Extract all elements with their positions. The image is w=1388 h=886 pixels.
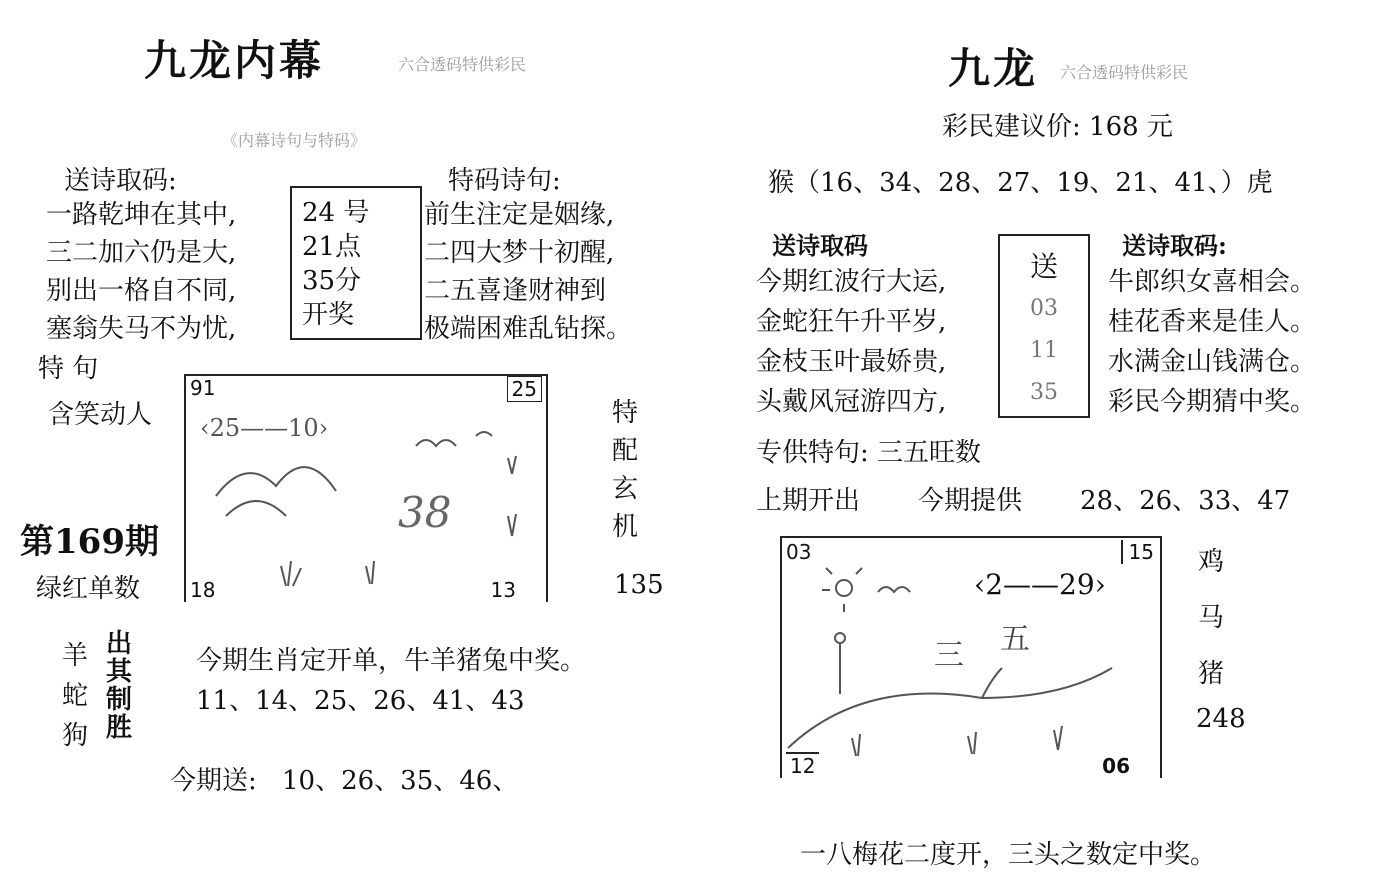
- right-provided-numbers: 28、26、33、47: [1080, 486, 1291, 516]
- left-poem2-line: 前生注定是姻缘,: [424, 200, 615, 230]
- left-phrase-col: [106, 630, 132, 742]
- right-side-char: 马: [1198, 603, 1225, 633]
- sketch-corner-top-right: 15: [1121, 540, 1160, 564]
- left-phrase-char: 出: [106, 629, 133, 659]
- left-title: 九龙内幕: [144, 36, 325, 85]
- left-te-ju-value: 含笑动人: [48, 400, 153, 430]
- right-poem1-line: 头戴风冠游四方,: [756, 387, 947, 417]
- sketch-corner-top-left: 91: [190, 376, 216, 400]
- left-poem1-line: 塞翁失马不为忧,: [46, 314, 237, 344]
- left-poem1: [46, 196, 236, 348]
- right-title: 九龙: [948, 44, 1039, 93]
- right-monkey-tiger: 猴（16、34、28、27、19、21、41、）虎: [768, 168, 1273, 198]
- left-poem2-line: 二五喜逢财神到: [424, 276, 607, 306]
- left-side-number: 135: [614, 570, 664, 600]
- right-title-subtitle: 六合透码特供彩民: [1060, 63, 1189, 82]
- sketch-caption: ‹2——29›: [974, 568, 1106, 601]
- left-poem1-line: 三二加六仍是大,: [46, 238, 237, 268]
- left-zodiac-col: [62, 636, 88, 756]
- right-footer: 一八梅花二度开，三头之数定中奖。: [800, 840, 1217, 870]
- right-poem2-line: 水满金山钱满仓。: [1108, 347, 1317, 377]
- sketch-digits: 38: [398, 488, 452, 537]
- left-issue-note: 绿红单数: [36, 574, 141, 604]
- left-poem1-line: 一路乾坤在其中,: [46, 200, 237, 230]
- right-poem1-line: 金枝玉叶最娇贵,: [756, 347, 947, 377]
- right-sketch-frame: [780, 536, 1162, 778]
- right-side-char: 猪: [1198, 659, 1225, 689]
- left-box-line: 开奖: [302, 300, 355, 330]
- left-side-chars: [612, 394, 638, 546]
- left-sketch-frame: [184, 374, 548, 602]
- left-poem2-line: 极端困难乱钻探。: [424, 314, 633, 344]
- left-sub-caption: 《内幕诗句与特码》: [222, 131, 367, 150]
- right-poem1-line: 金蛇狂午升平岁,: [756, 307, 947, 337]
- sketch-corner-bottom-right: 13: [490, 578, 516, 602]
- left-box-line: 24 号: [302, 198, 370, 228]
- left-poem2-header: 特码诗句:: [448, 166, 561, 196]
- sketch-drawing: [186, 376, 546, 602]
- right-box-line: 03: [1030, 296, 1058, 321]
- left-poem2: [424, 196, 632, 348]
- left-side-char: 配: [612, 436, 639, 466]
- sketch-drawing: [782, 538, 1160, 778]
- right-price: 彩民建议价: 168 元: [942, 112, 1173, 142]
- left-zodiac: 羊: [62, 641, 89, 671]
- right-box-line: 送: [1029, 250, 1058, 283]
- right-side-number: 248: [1196, 704, 1246, 734]
- sketch-corner-bottom-right: 06: [1102, 754, 1130, 778]
- sketch-corner-top-left: 03: [786, 540, 812, 564]
- left-zodiac: 狗: [62, 721, 89, 751]
- right-poem1-header: 送诗取码: [772, 231, 868, 260]
- left-phrase-char: 胜: [106, 713, 133, 743]
- sketch-char: 五: [1000, 622, 1030, 657]
- left-te-ju-label: 特 句: [38, 354, 99, 384]
- right-poem1-line: 今期红波行大运,: [756, 267, 947, 297]
- right-send-box: [998, 234, 1090, 418]
- sketch-char: 三: [934, 638, 964, 673]
- left-zodiac-line2: 11、14、25、26、41、43: [196, 686, 525, 716]
- right-poem2-header: 送诗取码:: [1122, 231, 1227, 260]
- left-phrase-char: 其: [106, 657, 133, 687]
- sketch-corner-bottom-left: 12: [786, 752, 819, 778]
- left-poem1-line: 别出一格自不同,: [46, 276, 237, 306]
- left-side-char: 机: [612, 512, 639, 542]
- sketch-caption: ‹25——10›: [200, 414, 329, 442]
- left-send-numbers: 10、26、35、46、: [282, 766, 519, 796]
- right-poem2: [1108, 262, 1316, 422]
- sketch-corner-bottom-left: 18: [190, 578, 216, 602]
- left-zodiac: 蛇: [62, 681, 89, 711]
- right-last-period: 上期开出: [756, 486, 861, 516]
- left-send-label: 今期送:: [170, 766, 257, 796]
- right-side-char: 鸡: [1198, 547, 1225, 577]
- left-draw-time-box: [290, 186, 422, 340]
- right-side-chars: [1198, 534, 1224, 702]
- right-special-phrase: 专供特句: 三五旺数: [756, 438, 982, 468]
- right-this-period: 今期提供: [918, 486, 1023, 516]
- left-side-char: 玄: [612, 474, 639, 504]
- left-poem1-header: 送诗取码:: [64, 166, 177, 196]
- right-box-line: 11: [1030, 338, 1058, 363]
- left-phrase-char: 制: [106, 685, 133, 715]
- left-title-subtitle: 六合透码特供彩民: [398, 55, 527, 74]
- left-poem2-line: 二四大梦十初醒,: [424, 238, 615, 268]
- right-poem2-line: 牛郎织女喜相会。: [1108, 267, 1317, 297]
- left-box-line: 21点: [302, 232, 362, 262]
- left-zodiac-line1: 今期生肖定开单，牛羊猪兔中奖。: [196, 646, 587, 676]
- right-box-line: 35: [1030, 380, 1058, 405]
- left-box-line: 35分: [302, 266, 362, 296]
- right-poem1: [756, 262, 946, 422]
- right-poem2-line: 桂花香来是佳人。: [1108, 307, 1317, 337]
- sketch-corner-top-right: 25: [507, 376, 542, 402]
- left-side-char: 特: [612, 398, 639, 428]
- right-poem2-line: 彩民今期猜中奖。: [1108, 387, 1317, 417]
- left-issue-number: 第169期: [20, 522, 159, 562]
